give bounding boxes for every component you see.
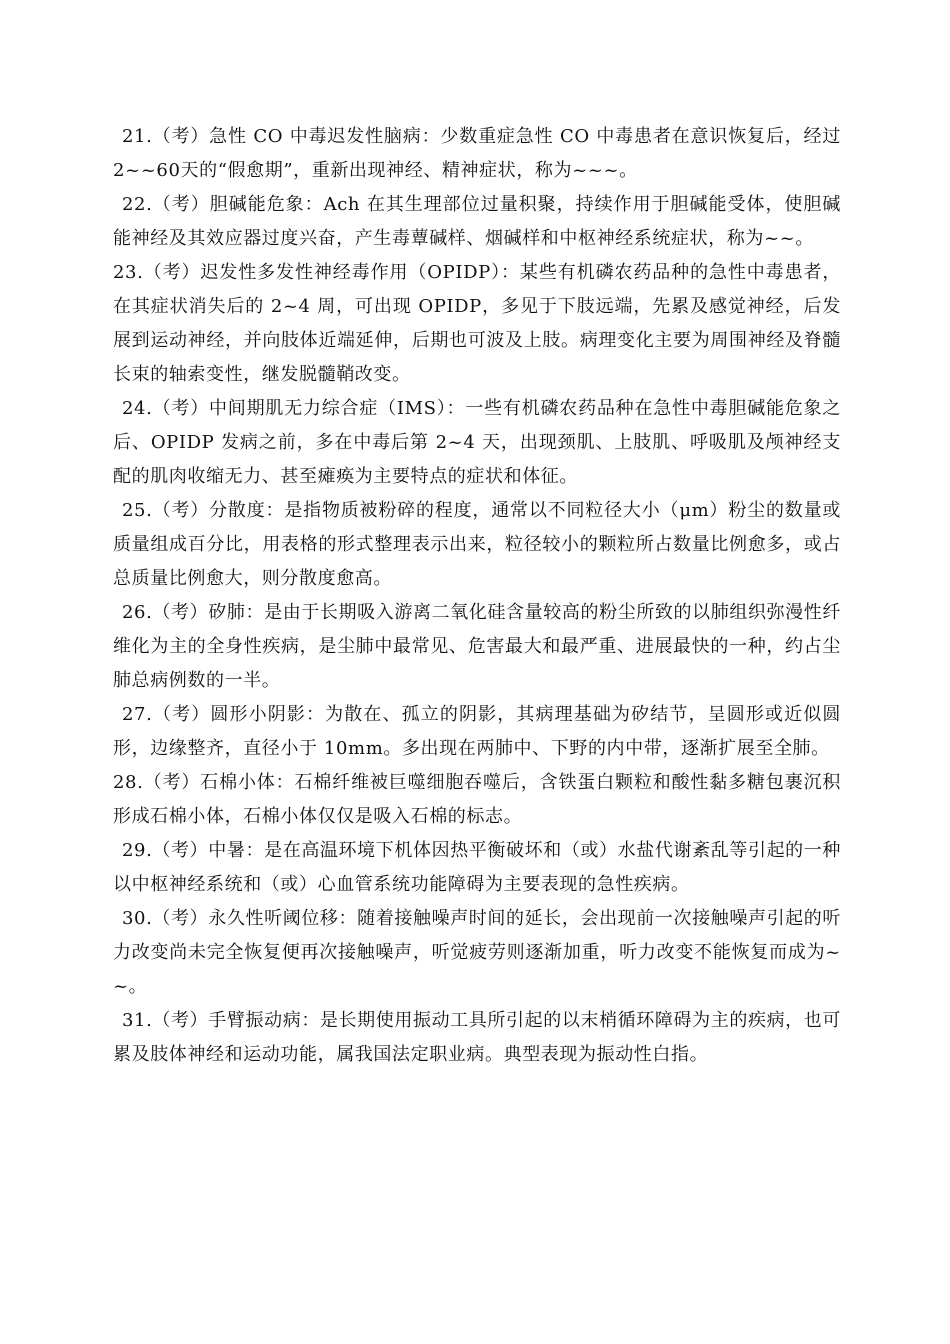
entry-28: 28.（考）石棉小体：石棉纤维被巨噬细胞吞噬后，含铁蛋白颗粒和酸性黏多糖包裹沉积形成石棉小体，石棉小体仅仅是吸入石棉的标志。 — [113, 772, 841, 827]
entry-30: 30.（考）永久性听阈位移：随着接触噪声时间的延长，会出现前一次接触噪声引起的听力改变尚未完全恢复便再次接触噪声，听觉疲劳则逐渐加重，听力改变不能恢复而成为~~。 — [113, 908, 841, 997]
entry-29: 29.（考）中暑：是在高温环境下机体因热平衡破坏和（或）水盐代谢紊乱等引起的一种以中枢神经系统和（或）心血管系统功能障碍为主要表现的急性疾病。 — [113, 840, 841, 895]
entry-21: 21.（考）急性 CO 中毒迟发性脑病：少数重症急性 CO 中毒患者在意识恢复后，经过2~~60天的“假愈期”，重新出现神经、精神症状，称为~~~。 — [113, 126, 841, 181]
entry-26: 26.（考）矽肺：是由于长期吸入游离二氧化硅含量较高的粉尘所致的以肺组织弥漫性纤维化为主的全身性疾病，是尘肺中最常见、危害最大和最严重、进展最快的一种，约占尘肺总病例数的一半。 — [113, 602, 841, 691]
entry-24: 24.（考）中间期肌无力综合症（IMS）：一些有机磷农药品种在急性中毒胆碱能危象之后、OPIDP 发病之前，多在中毒后第 2~4 天，出现颈肌、上肢肌、呼吸肌及颅神经支配的肌肉收缩无力、甚至瘫痪为主要特点的症状和体征。 — [113, 398, 841, 487]
entry-22: 22.（考）胆碱能危象：Ach 在其生理部位过量积聚，持续作用于胆碱能受体，使胆碱能神经及其效应器过度兴奋，产生毒蕈碱样、烟碱样和中枢神经系统症状，称为~~。 — [113, 194, 841, 249]
entry-25: 25.（考）分散度：是指物质被粉碎的程度，通常以不同粒径大小（μm）粉尘的数量或质量组成百分比，用表格的形式整理表示出来，粒径较小的颗粒所占数量比例愈多，或占总质量比例愈大，则分散度愈高。 — [113, 500, 841, 589]
entry-31: 31.（考）手臂振动病：是长期使用振动工具所引起的以末梢循环障碍为主的疾病，也可累及肢体神经和运动功能，属我国法定职业病。典型表现为振动性白指。 — [113, 1010, 841, 1065]
entry-23: 23.（考）迟发性多发性神经毒作用（OPIDP）：某些有机磷农药品种的急性中毒患者，在其症状消失后的 2~4 周，可出现 OPIDP，多见于下肢远端，先累及感觉神经，后发展到运动神经，并向肢体近端延伸，后期也可波及上肢。病理变化主要为周围神经及脊髓长束的轴索变性，继发脱髓鞘改变。 — [113, 262, 841, 385]
document-body — [113, 120, 841, 1072]
entry-27: 27.（考）圆形小阴影：为散在、孤立的阴影，其病理基础为矽结节，呈圆形或近似圆形，边缘整齐，直径小于 10mm。多出现在两肺中、下野的内中带，逐渐扩展至全肺。 — [113, 704, 841, 759]
